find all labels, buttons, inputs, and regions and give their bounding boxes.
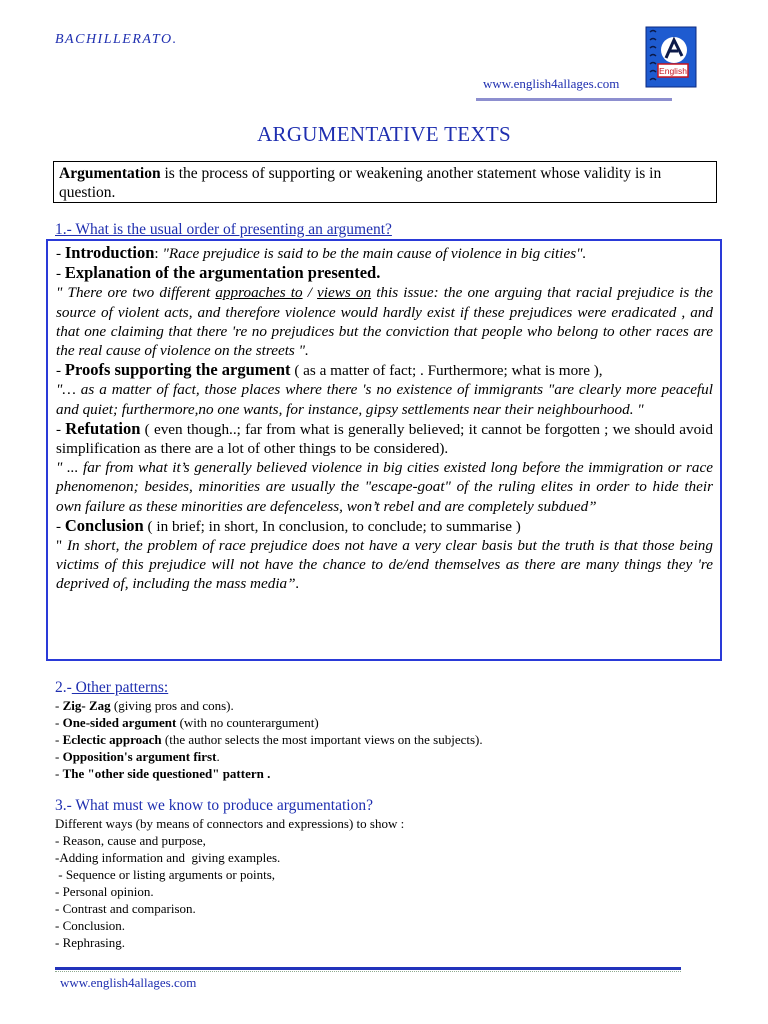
section2-number: 2.- — [55, 679, 72, 696]
section2-heading-text: Other patterns: — [71, 679, 169, 696]
intro-paragraph: - Introduction: "Race prejudice is said to be the main cause of violence in big cities". — [56, 243, 587, 262]
list-item: - Conclusion. — [55, 918, 126, 933]
explanation-label: Explanation of the argumentation presented. — [64, 263, 381, 283]
section1-heading-text: 1.- What is the usual order of presenting an argument? — [55, 221, 392, 238]
pattern-name: Zig- Zag — [62, 698, 111, 713]
page-title: ARGUMENTATIVE TEXTS — [257, 122, 511, 146]
conclusion-quote-prefix: " — [56, 537, 67, 555]
explanation-separator: / — [302, 284, 318, 302]
footer-divider — [55, 967, 681, 970]
logo-text: English — [659, 66, 687, 76]
pattern-name: Eclectic approach — [62, 732, 162, 747]
pattern-desc: (with no counterargument) — [176, 715, 319, 730]
pattern-desc: (giving pros and cons). — [110, 698, 234, 713]
proofs-label: Proofs supporting the argument — [64, 360, 291, 380]
intro-label: Introduction — [64, 243, 155, 262]
list-item: - Rephrasing. — [55, 935, 126, 950]
section2-heading — [55, 679, 168, 697]
site-url-bottom[interactable]: www.english4allages.com — [60, 975, 197, 990]
site-url-top[interactable]: www.english4allages.com — [483, 76, 620, 91]
section3-heading-text: 3.- What must we know to produce argumentation? — [55, 797, 373, 814]
list-item: - Personal opinion. — [55, 884, 154, 899]
pattern-desc: . — [216, 749, 220, 764]
refutation-connectors: ( even though..; far from what is generally believed; it cannot be forgotten ; we should avoid simplification as there are a lot of other things to be considered). — [56, 420, 713, 458]
english-logo — [644, 26, 698, 88]
conclusion-label: Conclusion — [64, 515, 144, 535]
argument-order-box — [46, 239, 722, 661]
definition-box — [53, 161, 717, 203]
refutation-label: Refutation — [65, 418, 141, 438]
conclusion-connectors: ( in brief; in short, In conclusion, to conclude; to summarise ) — [143, 517, 521, 535]
header-divider — [476, 98, 672, 101]
explanation-quote — [56, 283, 713, 360]
list-item: - Zig- Zag (giving pros and cons). — [55, 698, 234, 713]
conclusion-quote: In short, the problem of race prejudice does not have a very clear basis but the truth is that those being victims of this prejudice will not have the chance to de/end themselves as there are many things they 're deprived of, including the mass media”. — [56, 537, 713, 593]
proofs-quote: "… as a matter of fact, those places where there 's no existence of immigrants "are clearly more peaceful and quiet; furthermore,no one wants, for instance, gipsy settlements near their neighbourhood. " — [56, 381, 713, 418]
pattern-name: The "other side questioned" pattern . — [62, 766, 271, 781]
explanation-label-line: - Explanation of the argumentation presented. — [56, 263, 381, 283]
proofs-line: - Proofs supporting the argument ( as a matter of fact; . Furthermore; what is more ), — [56, 360, 603, 380]
section1-heading — [55, 221, 392, 239]
definition-text: is the process of supporting or weakening another statement whose validity is in question. — [59, 165, 662, 201]
list-item: - Eclectic approach (the author selects the most important views on the subjects). — [55, 732, 483, 747]
conclusion-quote-line — [56, 536, 713, 594]
patterns-list — [55, 697, 483, 782]
refutation-line: - Refutation ( even though..; far from what is generally believed; it cannot be forgotten ; we should avoid simplification as there are a lot of other things to be considered). — [56, 418, 713, 458]
list-item: - Contrast and comparison. — [55, 901, 196, 916]
list-item: -Adding information and giving examples. — [55, 850, 281, 865]
intro-quote: "Race prejudice is said to be the main cause of violence in big cities". — [162, 245, 587, 262]
level-label: BACHILLERATO. — [55, 32, 178, 47]
list-item: Different ways (by means of connectors and expressions) to show : — [55, 816, 405, 831]
explanation-underline-2: views on — [317, 284, 372, 302]
footer-divider-dotted — [55, 971, 681, 972]
definition-term: Argumentation — [59, 165, 161, 182]
list-item: - One-sided argument (with no counterargument) — [55, 715, 319, 730]
ways-list — [55, 815, 404, 951]
proofs-connectors: ( as a matter of fact; . Furthermore; what is more ), — [290, 362, 603, 380]
explanation-underline-1: approaches to — [215, 284, 303, 302]
pattern-name: Opposition's argument first — [62, 749, 217, 764]
conclusion-line: - Conclusion ( in brief; in short, In conclusion, to conclude; to summarise ) — [56, 515, 521, 535]
list-item: - Reason, cause and purpose, — [55, 833, 206, 848]
explanation-quote-part1: " There ore two different — [56, 284, 216, 302]
pattern-desc: (the author selects the most important views on the subjects). — [161, 732, 483, 747]
list-item: - The "other side questioned" pattern . — [55, 766, 271, 781]
section3-heading — [55, 797, 373, 815]
list-item: - Opposition's argument first. — [55, 749, 220, 764]
explanation-quote-part2: this issue: the one arguing that racial prejudice is the source of violent acts, and therefore violence would hardly exist if these prejudices were eradicated , and that one claiming that there 're no prejudices but the conviction that people who belong to other races are the real cause of violence on the streets ". — [56, 284, 713, 360]
refutation-quote: " ... far from what it’s generally believed violence in big cities existed long before the immigration or race phenomenon; besides, minorities are usually the "escape-goat" of the ruling elites in order to hide their own failure as these minorities are defenceless, won’t rebel and are completely subdued” — [56, 459, 713, 515]
pattern-name: One-sided argument — [62, 715, 177, 730]
list-item: - Sequence or listing arguments or points, — [55, 867, 276, 882]
